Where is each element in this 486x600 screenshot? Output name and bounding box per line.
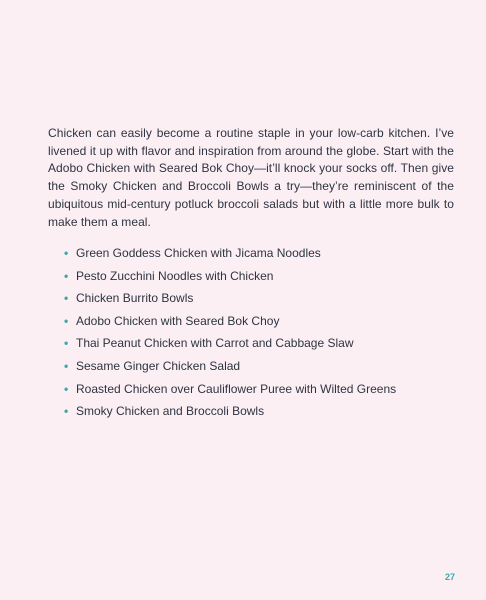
list-item <box>64 312 464 335</box>
page-number: 27 <box>444 572 455 582</box>
bullet-icon: • <box>64 268 69 283</box>
recipe-title: Pesto Zucchini Noodles with Chicken <box>76 268 274 283</box>
list-item <box>64 357 464 380</box>
bullet-icon: • <box>64 313 69 328</box>
recipe-title: Roasted Chicken over Cauliflower Puree with Wilted Greens <box>76 381 397 396</box>
bullet-icon: • <box>64 358 69 373</box>
list-item <box>64 334 464 357</box>
recipe-title: Chicken Burrito Bowls <box>76 291 194 306</box>
recipe-title: Sesame Ginger Chicken Salad <box>76 358 241 373</box>
recipe-title: Thai Peanut Chicken with Carrot and Cabbage Slaw <box>76 336 354 351</box>
intro-paragraph: Chicken can easily become a routine staple in your low-carb kitchen. I’ve livened it up with flavor and inspiration from around the globe. Start with the Adobo Chicken with Seared Bok Choy—it’ll knock your socks off. Then give the Smoky Chicken and Broccoli Bowls a try—they’re reminiscent of the ubiquitous mid-century potluck broccoli salads but with a little more bulk to make them a meal. <box>48 126 454 229</box>
list-item <box>64 244 464 267</box>
bullet-icon: • <box>64 291 69 306</box>
list-item <box>64 380 464 403</box>
bullet-icon: • <box>64 381 69 396</box>
recipe-title: Smoky Chicken and Broccoli Bowls <box>76 404 265 419</box>
bullet-icon: • <box>64 404 69 419</box>
recipe-list <box>64 244 464 425</box>
list-item <box>64 267 464 290</box>
recipe-title: Green Goddess Chicken with Jicama Noodles <box>76 246 321 260</box>
list-item <box>64 402 464 425</box>
bullet-icon: • <box>64 246 69 260</box>
bullet-icon: • <box>64 336 69 351</box>
list-item <box>64 289 464 312</box>
recipe-title: Adobo Chicken with Seared Bok Choy <box>76 313 280 328</box>
